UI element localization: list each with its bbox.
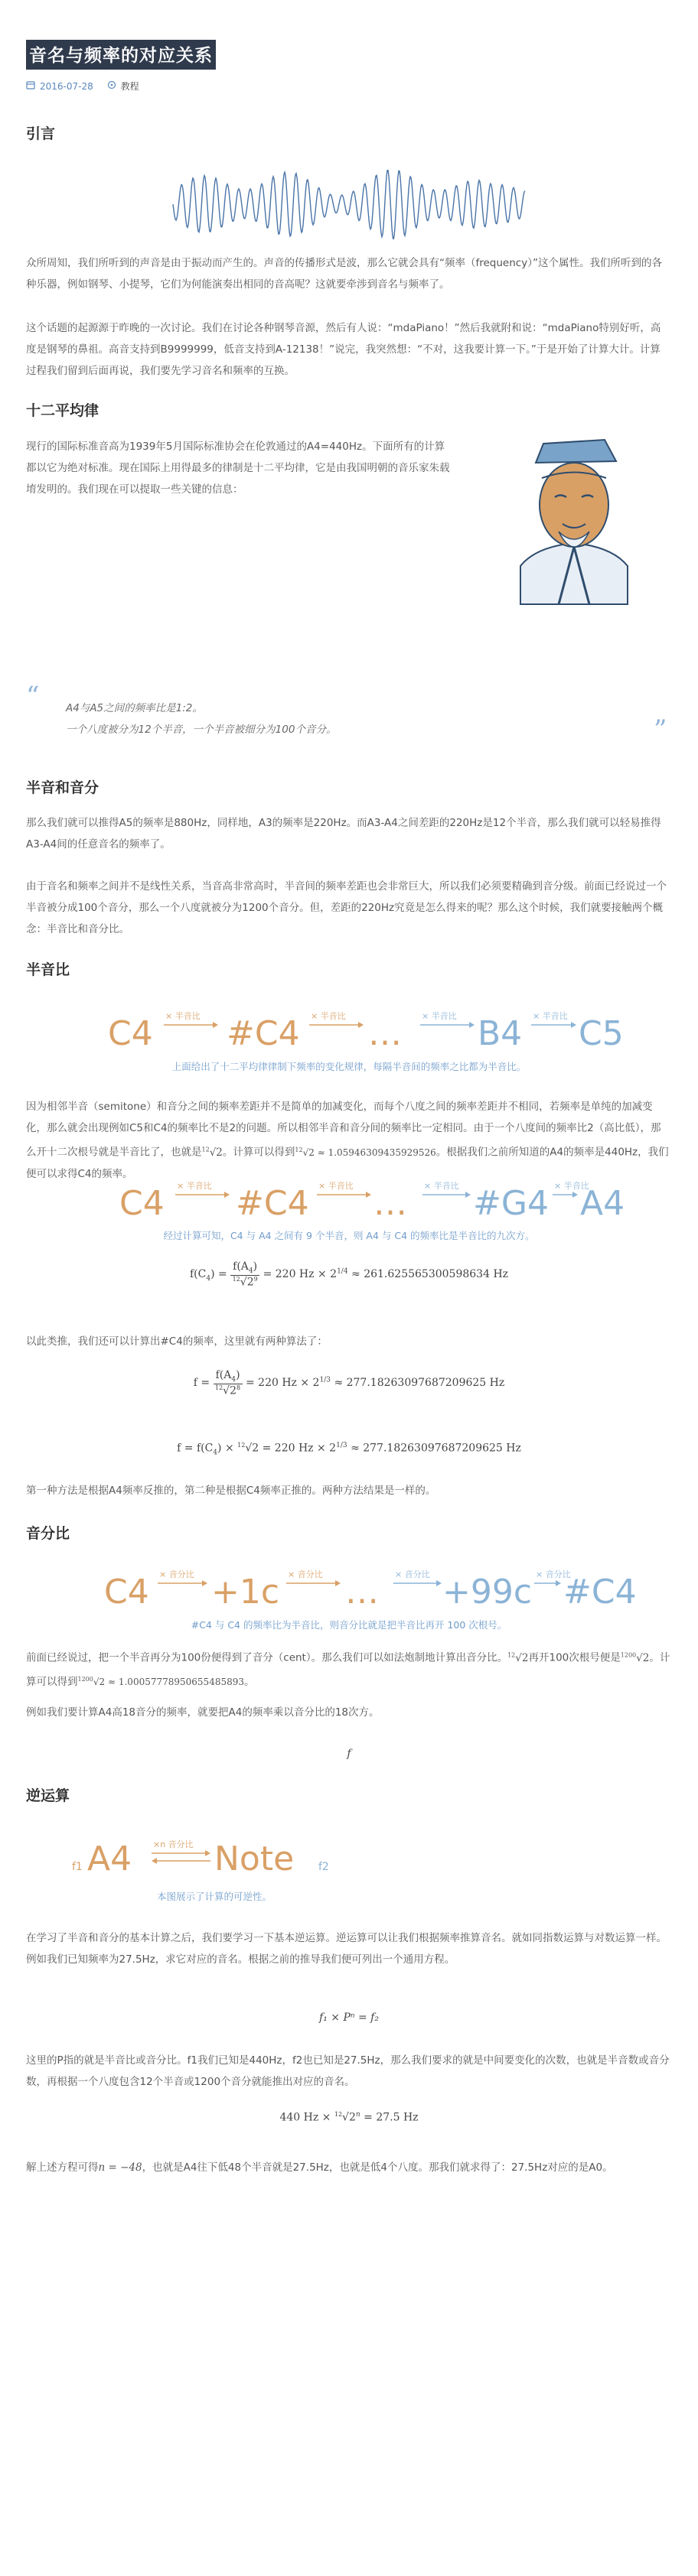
paragraph-7: 以此类推，我们还可以计算出#C4的频率，这里就有两种算法了：	[26, 1335, 328, 1348]
d1-op-4: × 半音比	[533, 1011, 568, 1021]
d3-note-5: #C4	[563, 1573, 637, 1612]
paragraph-8: 第一种方法是根据A4频率反推的，第二种是根据C4频率正推的。两种方法结果是一样的。	[26, 1485, 436, 1497]
post-meta	[26, 80, 139, 93]
p6-part-a: 因为相邻半音（semitone）和音分之间的频率差距并不是简单的加减变化，而每个八度之间的频率差距并不相同，若频率是单纯的加减变化，那么就会出现例如C5和C4的频率比不是2的问题。所以相邻半音和音分间的频率比一定相同。由于一个八度间的频率比2（高比低），那么开十二次根号就是半音比了，也就是	[26, 1101, 661, 1159]
inverse-svg	[61, 1824, 367, 1885]
section-semitone-cent-heading: 半音和音分	[26, 779, 99, 796]
paragraph-1: 众所周知，我们所听到的声音是由于振动而产生的。声音的传播形式是波，那么它就会具有“频率（frequency）”这个属性。我们所听到的各种乐器，例如钢琴、小提琴，它们为何能演奏出相同的音高呢？这就要牵涉到音名与频率了。	[26, 257, 662, 291]
formula-c4: $f(C_4)$ = $\frac{f(A_4)}{^{12}√2^9}$ = 220 $Hz \times 2^{1/4} \approx 261.625565300598634$ Hz	[189, 1260, 509, 1289]
d2-note-1: C4	[119, 1184, 165, 1223]
d3-note-1: C4	[104, 1573, 149, 1612]
d3-op-2: × 音分比	[288, 1569, 323, 1579]
paragraph-4: 那么我们就可以推得A5的频率是880Hz，同样地，A3的频率是220Hz。而A3-A4之间差距的220Hz是12个半音，那么我们就可以轻易推得A3-A4间的任意音名的频率了。	[26, 817, 661, 851]
paragraph-2: 这个话题的起源源于昨晚的一次讨论。我们在讨论各种钢琴音源，然后有人说：“mdaPiano！”然后我就附和说：“mdaPiano特别好听，高度是钢琴的鼻祖。高音支持到B9999999，低音支持到A-12138！”说完，我突然想：“不对，这我要计算一下。”于是开始了计算大计。计算过程我们留到后面再说，我们要先学习音名和频率的互换。	[26, 322, 661, 377]
d1-op-2: × 半音比	[311, 1011, 346, 1021]
d2-op-1: × 半音比	[177, 1181, 212, 1191]
formula-csharp4-a: f = $\frac{f(A_4)}{^{12}√2^8}$ = 220 $Hz \times 2^{1/3} \approx 277.18263097687209625$ Hz	[193, 1369, 505, 1397]
formula-cent-shift: f	[347, 1748, 351, 1760]
d2-caption: 经过计算可知，C4 与 A4 之间有 9 个半音，则 A4 与 C4 的频率比是半音比的九次方。	[163, 1230, 535, 1241]
d4-op: ×n 音分比	[153, 1839, 194, 1849]
paragraph-13: 解上述方程可得n = −48，也就是A4往下低48个半音就是27.5Hz，也就是低4个八度。那我们就求得了：27.5Hz对应的是A0。	[26, 2161, 613, 2174]
post-title: 音名与频率的对应关系	[26, 40, 216, 70]
semitone-chain-diagram	[0, 1008, 698, 1057]
d1-op-3: × 半音比	[422, 1011, 457, 1021]
d2-note-2: #C4	[236, 1184, 309, 1223]
quote-text	[66, 698, 336, 740]
d2-op-2: × 半音比	[318, 1181, 354, 1191]
d3-note-4: +99c	[442, 1573, 533, 1612]
formula-general: f₁ × Pⁿ = f₂	[319, 2012, 379, 2024]
paragraph-11: 在学习了半音和音分的基本计算之后，我们要学习一下基本逆运算。逆运算可以让我们根据频率推算音名。就如同指数运算与对数运算一样。例如我们已知频率为27.5Hz，求它对应的音名。根据之前的推导我们便可列出一个通用方程。	[26, 1932, 667, 1966]
quote-close-mark: ”	[654, 714, 667, 745]
d1-note-3: …	[368, 1014, 402, 1053]
d1-note-5: C5	[579, 1014, 624, 1053]
semitone-chain-svg	[73, 1008, 625, 1054]
d4-f2: f2	[318, 1861, 329, 1873]
paragraph-6	[26, 1096, 670, 1185]
d3-op-4: × 音分比	[536, 1569, 571, 1579]
d3-op-3: × 音分比	[395, 1569, 430, 1579]
folder-icon	[107, 80, 116, 92]
inverse-diagram	[61, 1824, 367, 1888]
quote-line-1: A4与A5之间的频率比是1:2。	[66, 702, 203, 714]
c4-to-a4-svg	[73, 1178, 625, 1224]
paragraph-3: 现行的国际标准音高为1939年5月国际标准协会在伦敦通过的A4=440Hz。下面所有的计算都以它为绝对标准。现在国际上用得最多的律制是十二平均律，它是由我国明朝的音乐家朱载堉发明的。我们现在可以提取一些关键的信息：	[26, 441, 450, 496]
d1-note-1: C4	[108, 1014, 153, 1053]
d3-op-1: × 音分比	[159, 1569, 194, 1579]
d4-note: Note	[214, 1839, 295, 1878]
d1-caption: 上面给出了十二平均律律制下频率的变化规律，每隔半音间的频率之比都为半音比。	[171, 1061, 527, 1072]
section-cent-ratio-heading: 音分比	[26, 1525, 70, 1542]
d1-note-2: #C4	[227, 1014, 300, 1053]
paragraph-9: 前面已经说过，把一个半音再分为100份便得到了音分（cent）。那么我们可以如法炮制地计算出音分比。$^{12}$√2再开100次根号便是$^{1200}$√2。计算可以得到$^{1200}$√2 ≈ 1.00057778950655485893。	[26, 1651, 670, 1688]
d2-note-4: #G4	[473, 1184, 549, 1223]
d2-op-4: × 半音比	[554, 1181, 589, 1191]
post-category-text[interactable]: 教程	[120, 81, 139, 92]
quote-open-mark: “	[26, 681, 40, 711]
cent-chain-svg	[73, 1566, 637, 1612]
c4-to-a4-diagram	[0, 1178, 698, 1227]
formula-solve: 440 Hz × $^{12}$√2$^n$ = 27.5 Hz	[279, 2111, 419, 2124]
d2-op-3: × 半音比	[424, 1181, 459, 1191]
p6-part-b: 。计算可以得到	[222, 1146, 295, 1159]
waveform-figure	[0, 162, 698, 249]
d3-note-2: +1c	[211, 1573, 280, 1612]
paragraph-10: 例如我们要计算A4高18音分的频率，就要把A4的频率乘以音分比的18次方。	[26, 1706, 380, 1719]
section-semitone-ratio-heading: 半音比	[26, 961, 70, 978]
d2-note-5: A4	[580, 1184, 625, 1223]
formula-csharp4-b: $f = f(C_4) \times ^{12}√2 = 220$ $Hz \times 2^{1/3} \approx 277.18263097687209625$ Hz	[177, 1442, 521, 1457]
p6-semitone-value: $^{12}$√2 ≈ 1.05946309435929526	[295, 1146, 436, 1158]
p6-root-expr: $^{12}$√2	[201, 1146, 223, 1159]
waveform-graphic	[173, 162, 525, 246]
post-date-text: 2016-07-28	[40, 80, 93, 92]
d3-caption: #C4 与 C4 的频率比为半音比，则音分比就是把半音比再开 100 次根号。	[191, 1619, 507, 1631]
d2-note-3: …	[373, 1184, 407, 1223]
d4-f1: f1	[72, 1861, 83, 1873]
paragraph-12: 这里的P指的就是半音比或音分比。f1我们已知是440Hz，f2也已知是27.5Hz，那么我们要求的就是中间要变化的次数，也就是半音数或音分数，再根据一个八度包含12个半音或1200个音分就能推出对应的音名。	[26, 2054, 670, 2088]
d4-caption: 本图展示了计算的可逆性。	[156, 1891, 272, 1902]
section-inverse-heading: 逆运算	[26, 1787, 70, 1804]
section-twelve-tet-heading: 十二平均律	[26, 402, 99, 419]
d1-op-1: × 半音比	[165, 1011, 201, 1021]
paragraph-5: 由于音名和频率之间并不是线性关系，当音高非常高时，半音间的频率差距也会非常巨大，所以我们必须要精确到音分级。前面已经说过一个半音被分成100个音分，那么一个八度就被分为1200个音分。但，差距的220Hz究竟是怎么得来的呢？那么这个时候，我们就要接触两个概念：半音比和音分比。	[26, 880, 667, 935]
d1-note-4: B4	[478, 1014, 523, 1053]
cent-chain-diagram	[0, 1566, 698, 1615]
d3-note-3: …	[345, 1573, 379, 1612]
zhu-zaiyu-portrait	[490, 432, 658, 604]
p6-part-c: 。根据我们之前所知道的A4的频率是440Hz，我们便可以求得C4的频率。	[26, 1146, 669, 1180]
post-date	[26, 80, 93, 92]
key-facts-quote	[26, 681, 670, 750]
post-category[interactable]	[107, 80, 139, 93]
d4-a4: A4	[87, 1839, 132, 1878]
calendar-icon	[26, 80, 35, 92]
section-intro-heading: 引言	[26, 125, 56, 142]
quote-line-2: 一个八度被分为12个半音，一个半音被细分为100个音分。	[66, 724, 337, 736]
